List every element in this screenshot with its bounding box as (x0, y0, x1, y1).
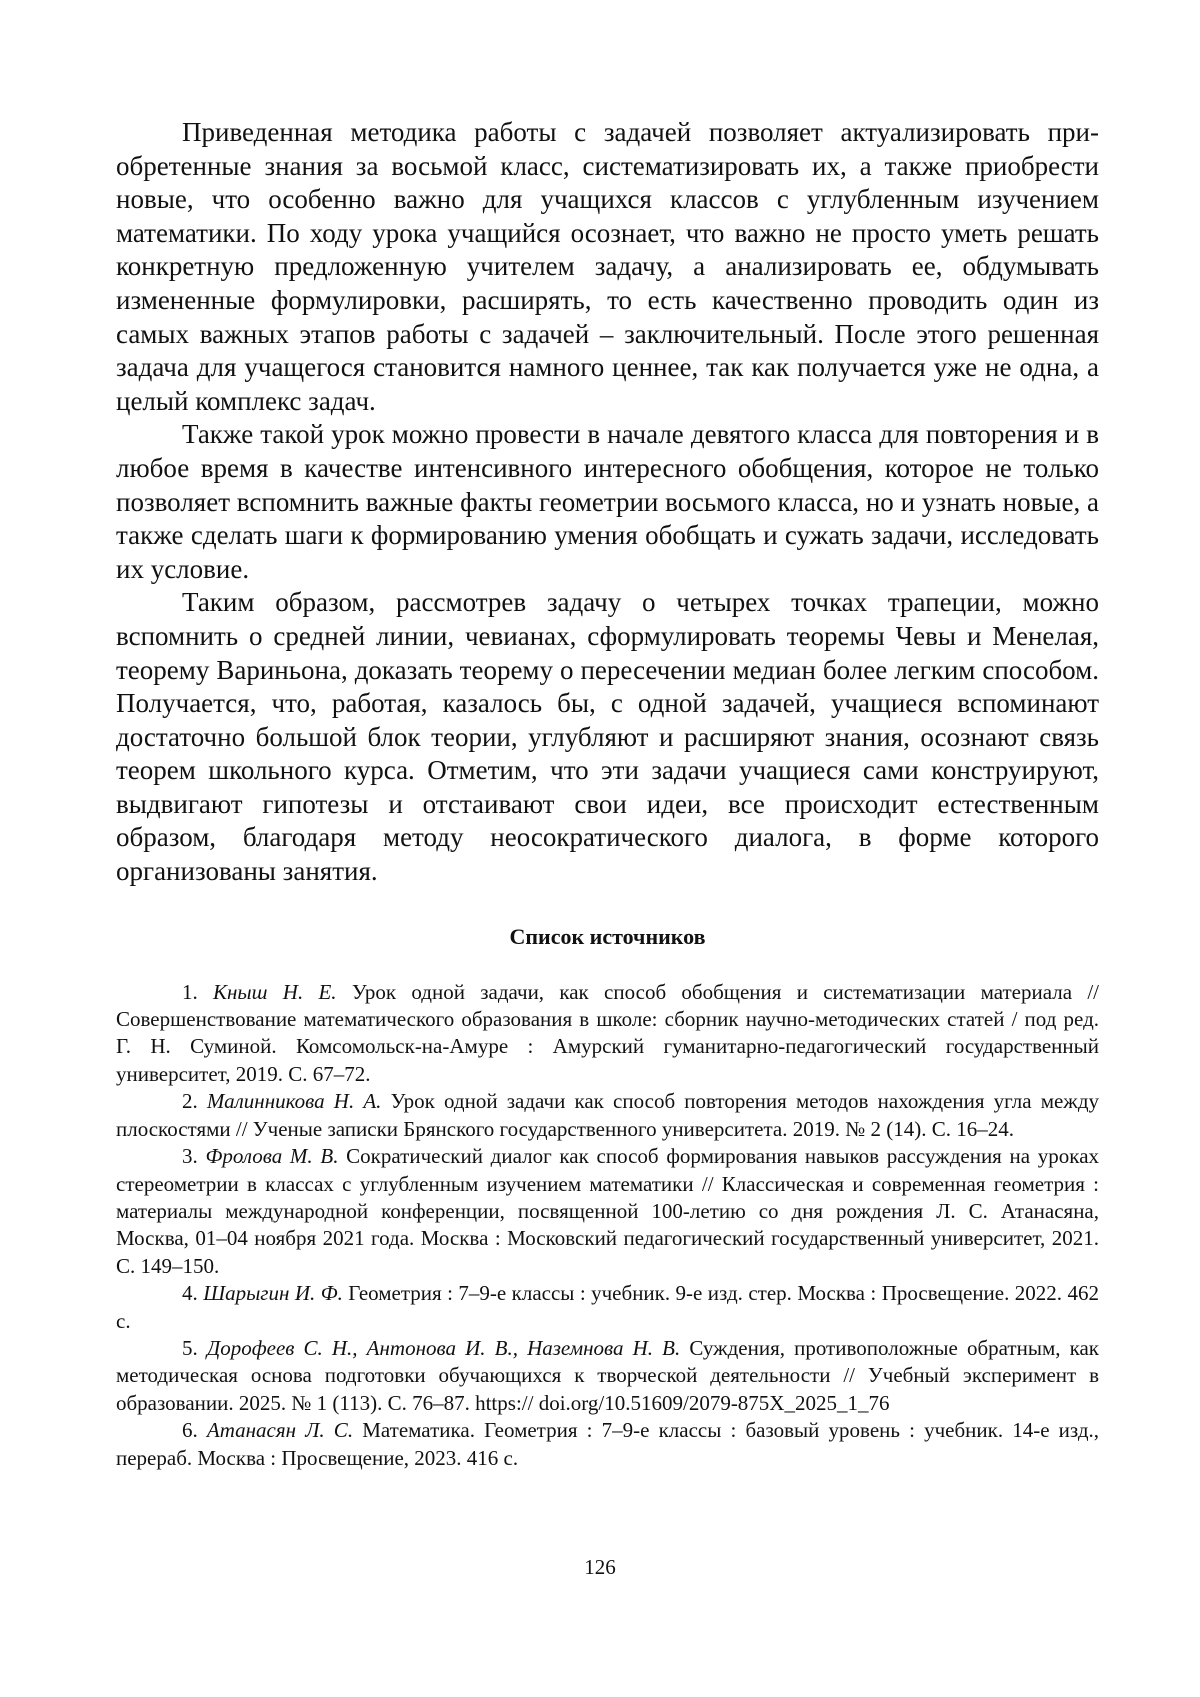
reference-author: Шарыгин И. Ф. (203, 1281, 343, 1306)
reference-item (116, 979, 1099, 1089)
reference-text: Геометрия : 7–9-е классы : учебник. 9-е изд. стер. Москва : Просвещение. 2022. 462 с. (116, 1281, 1099, 1333)
reference-number: 4. (182, 1281, 198, 1306)
paragraph-2: Также такой урок можно провести в начале девятого класса для повторения и в любое время в качестве интенсивного интересного обобщения, которое не только позволяет вспомнить важные факты геометрии восьмого класса, но и узнать новые, а также сделать шаги к формированию умения обобщать и сужать задачи, исследовать их условие. (116, 419, 1099, 584)
reference-author: Кныш Н. Е. (213, 979, 337, 1004)
reference-item (116, 1280, 1099, 1335)
reference-text: Математика. Геометрия : 7–9-е классы : базовый уровень : учебник. 14-е изд., перераб. Москва : Просвещение, 2023. 416 с. (116, 1418, 1099, 1470)
page-number: 126 (584, 1555, 616, 1579)
body-text (116, 116, 1099, 889)
reference-number: 3. (182, 1144, 198, 1169)
paragraph-3: Таким образом, рассмотрев задачу о четырех точках трапеции, можно вспомнить о средней линии, чевианах, сформулировать теоремы Чевы и Менелая, теорему Вариньона, доказать теорему о пересечении медиан более легким способом. Получается, что, работая, казалось бы, с одной задачей, учащиеся вспоминают достаточно большой блок теории, углубляют и расширяют знания, осознают связь теорем школьного курса. Отметим, что эти задачи учащиеся сами конструируют, выдвигают гипотезы и отстаивают свои идеи, все происходит естественным образом, благодаря методу неосократического диалога, в форме которого организованы занятия. (116, 587, 1099, 887)
reference-item (116, 1143, 1099, 1280)
reference-item (116, 1088, 1099, 1143)
references-heading: Список источников (509, 923, 706, 949)
references-list (116, 979, 1099, 1472)
reference-number: 2. (182, 1089, 198, 1114)
paragraph-1: Приведенная методика работы с задачей позволяет актуализировать приобретенные знания за восьмой класс, систематизировать их, а также приобрести новые, что особенно важно для учащихся классов с углубленным изучением математики. По ходу урока учащийся осознает, что важно не просто уметь решать конкретную предложенную учителем задачу, а анализировать ее, обдумывать измененные формулировки, расширять, то есть качественно проводить один из самых важных этапов работы с задачей – заключительный. После этого решенная задача для учащегося становится намного ценнее, так как получается уже не одна, а целый комплекс задач. (116, 117, 1099, 416)
reference-text: Сократический диалог как способ формирования навыков рассуждения на уроках стереометрии в классах с углубленным изучением математики // Классическая и современная геометрия : материалы международной конференции, посвященной 100-летию со дня рождения Л. С. Атанасяна, Москва, 01–04 ноября 2021 года. Москва : Московский педагогический государственный университет, 2021. С. 149–150. (116, 1144, 1100, 1278)
reference-number: 5. (182, 1335, 198, 1360)
reference-author: Малинникова Н. А. (206, 1089, 382, 1114)
reference-text: Урок одной задачи как способ повторения методов нахождения угла между плоскостями // Ученые записки Брянского государственного университета. 2019. № 2 (14). С. 16–24. (116, 1089, 1100, 1141)
reference-author: Фролова М. В. (205, 1144, 339, 1169)
reference-text: Суждения, противоположные обратным, как методическая основа подготовки обучающихся к творческой деятельности // Учебный эксперимент в образовании. 2025. № 1 (113). С. 76–87. https:// doi.org/10.51609/2079-875X_2025_1_76 (116, 1335, 1100, 1415)
page-content (116, 116, 1099, 1472)
reference-text: Урок одной задачи, как способ обобщения и систематизации материала // Совершенствование математического образования в школе: сборник научно-методических статей / под ред. Г. Н. Суминой. Комсомольск-на-Амуре : Амурский гуманитарно-педагогический государственный университет, 2019. С. 67–72. (116, 979, 1100, 1086)
reference-item (116, 1417, 1099, 1472)
reference-author: Дорофеев С. Н., Антонова И. В., Наземнова Н. В. (206, 1335, 681, 1360)
reference-number: 1. (182, 979, 198, 1004)
reference-number: 6. (182, 1418, 198, 1443)
reference-author: Атанасян Л. С. (206, 1418, 354, 1443)
reference-item (116, 1335, 1099, 1417)
